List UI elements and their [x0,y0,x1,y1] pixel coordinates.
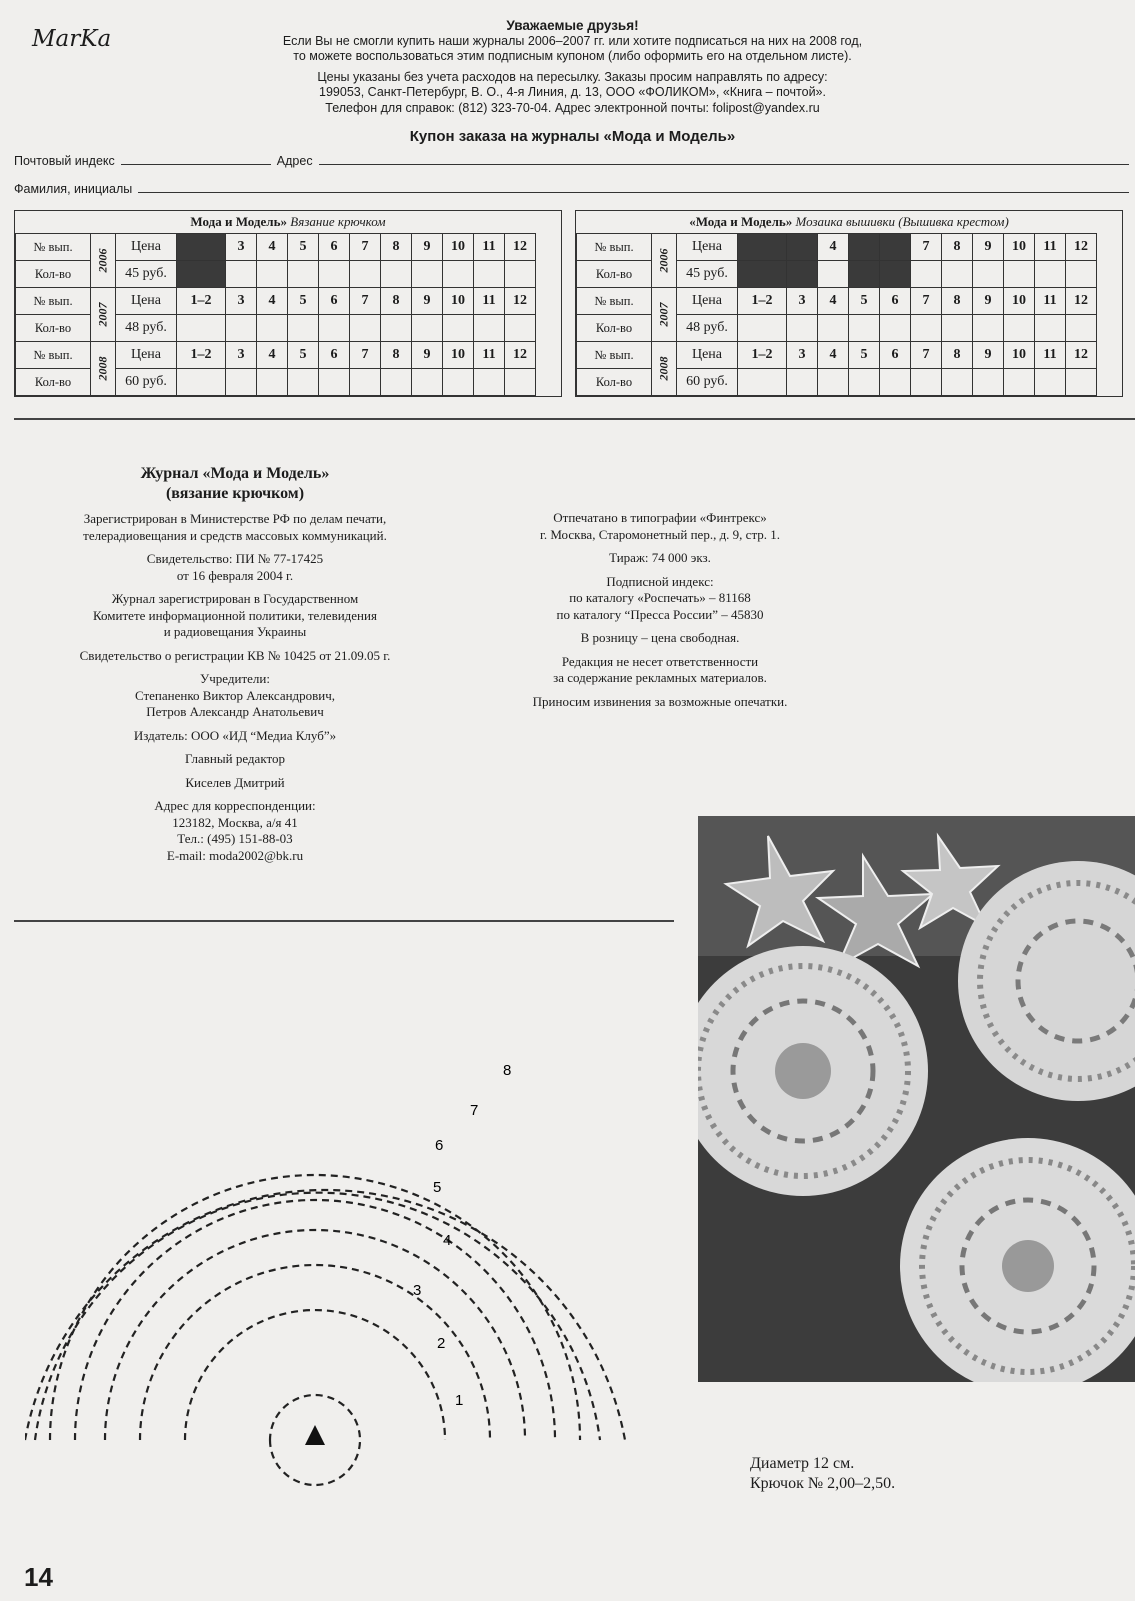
quantity-input-cell[interactable] [973,261,1004,288]
issue-number-cell: 11 [1035,234,1066,261]
issue-number-cell: 1–2 [738,342,787,369]
round-7-label: 7 [470,1102,479,1119]
quantity-input-cell[interactable] [1035,369,1066,396]
quantity-input-cell[interactable] [942,261,973,288]
postal-address-row [14,154,1135,168]
name-row [14,182,1135,196]
quantity-input-cell[interactable] [474,261,505,288]
ukraine-cert: Свидетельство о регистрации КВ № 10425 от 21.09.05 г. [79,647,391,663]
round-3-label: 3 [413,1282,422,1299]
apology: Приносим извинения за возможные опечатки. [532,693,788,709]
quantity-input-cell[interactable] [288,315,319,342]
issue-number-cell: 4 [818,288,849,315]
quantity-input-cell[interactable] [381,261,412,288]
issue-row [577,288,1097,315]
issue-number-cell [849,234,880,261]
issue-row [16,288,536,315]
postal-index-label: Почтовый индекс [14,154,115,168]
journal-subtitle: (вязание крючком) [165,485,305,502]
quantity-input-cell[interactable] [973,315,1004,342]
quantity-input-cell[interactable] [1004,261,1035,288]
price-value: 48 руб. [116,315,177,342]
issue-number-cell: 6 [319,342,350,369]
issue-number-cell: 10 [443,234,474,261]
subscription-pressa: по каталогу “Пресса России” – 45830 [556,606,764,622]
publisher: Издатель: ООО «ИД “Медиа Клуб”» [133,727,337,743]
year-cell: 2007 [91,288,116,342]
issue-number-cell: 4 [818,342,849,369]
price-value: 45 руб. [116,261,177,288]
issue-number-cell: 3 [226,234,257,261]
quantity-input-cell[interactable] [319,369,350,396]
issue-label: № вып. [16,342,91,369]
cert-line-1: Свидетельство: ПИ № 77-17425 [146,551,324,566]
address-po-box: 123182, Москва, а/я 41 [172,814,298,830]
quantity-input-cell[interactable] [350,261,381,288]
quantity-input-cell[interactable] [412,369,443,396]
quantity-input-cell[interactable] [738,315,787,342]
issue-number-cell: 7 [350,288,381,315]
quantity-input-cell[interactable] [443,369,474,396]
quantity-input-cell[interactable] [474,315,505,342]
quantity-input-cell[interactable] [1035,261,1066,288]
issue-number-cell: 11 [1035,342,1066,369]
issue-number-cell: 9 [412,288,443,315]
issue-number-cell: 10 [1004,288,1035,315]
signature-marka: MarKa [32,26,112,52]
quantity-input-cell[interactable] [911,369,942,396]
quantity-label: Кол-во [577,261,652,288]
quantity-input-cell[interactable] [288,369,319,396]
issue-number-cell: 12 [505,234,536,261]
issue-number-cell: 1–2 [177,342,226,369]
issue-row [16,342,536,369]
issue-number-cell: 12 [505,288,536,315]
order-table-embroidery-title: «Мода и Модель» Мозаика вышивки (Вышивка крестом) [689,214,1009,229]
issue-number-cell: 8 [942,342,973,369]
issue-number-cell: 6 [880,342,911,369]
order-grid-embroidery [576,233,1097,396]
crochet-diagram [25,1020,675,1540]
issue-number-cell [177,234,226,261]
issue-number-cell: 11 [474,234,505,261]
issue-number-cell: 4 [257,342,288,369]
price-label: Цена [116,342,177,369]
issue-number-cell: 10 [443,288,474,315]
price-label: Цена [677,342,738,369]
quantity-input-cell[interactable] [880,261,911,288]
retail-price: В розницу – цена свободная. [580,630,740,645]
quantity-input-cell[interactable] [257,261,288,288]
issue-number-cell: 5 [849,342,880,369]
quantity-input-cell[interactable] [319,315,350,342]
issue-label: № вып. [16,288,91,315]
issue-number-cell: 6 [319,288,350,315]
round-5-label: 5 [433,1179,442,1196]
quantity-input-cell[interactable] [257,369,288,396]
hook-text: Крючок № 2,00–2,50. [750,1475,896,1492]
quantity-input-cell[interactable] [1066,315,1097,342]
issue-number-cell [787,234,818,261]
quantity-input-cell[interactable] [319,261,350,288]
quantity-input-cell[interactable] [787,369,818,396]
quantity-input-cell[interactable] [177,315,226,342]
issue-number-cell: 6 [880,288,911,315]
issue-number-cell: 3 [787,288,818,315]
quantity-input-cell[interactable] [818,315,849,342]
quantity-label: Кол-во [577,315,652,342]
order-table-crochet-title: Мода и Модель» Вязание крючком [190,214,386,229]
issue-label: № вып. [16,234,91,261]
issue-number-cell: 7 [350,234,381,261]
quantity-input-cell[interactable] [818,369,849,396]
issue-number-cell: 11 [474,288,505,315]
quantity-input-cell[interactable] [880,369,911,396]
issue-number-cell: 3 [787,342,818,369]
issue-number-cell: 9 [973,342,1004,369]
editor-label: Главный редактор [185,751,285,766]
quantity-input-cell[interactable] [849,261,880,288]
founder-2: Петров Александр Анатольевич [146,704,324,719]
issue-number-cell [880,234,911,261]
name-line [138,191,1129,193]
quantity-label: Кол-во [16,369,91,396]
pattern-caption [750,1454,895,1494]
subscription-label: Подписной индекс: [606,573,714,589]
quantity-input-cell[interactable] [911,315,942,342]
notice-heading: Уважаемые друзья! [506,18,639,33]
quantity-input-cell[interactable] [973,369,1004,396]
issue-number-cell: 3 [226,288,257,315]
circulation: Тираж: 74 000 экз. [609,550,711,565]
issue-number-cell: 1–2 [738,288,787,315]
issue-number-cell: 8 [942,234,973,261]
imprint-right [480,510,840,710]
journal-title: Журнал «Мода и Модель» [140,465,330,482]
issue-number-cell: 11 [474,342,505,369]
quantity-input-cell[interactable] [849,369,880,396]
ukraine-reg-1: Журнал зарегистрирован в Государственном [111,591,359,606]
founder-1: Степаненко Виктор Александрович, [134,687,336,703]
postal-index-line [121,163,271,165]
issue-number-cell: 4 [257,234,288,261]
issue-number-cell: 1–2 [177,288,226,315]
issue-number-cell: 8 [942,288,973,315]
year-cell: 2008 [652,342,677,396]
notice-line-4: 199053, Санкт-Петербург, В. О., 4-я Линия, д. 13, ООО «ФОЛИКОМ», «Книга – почтой». [319,85,826,99]
quantity-input-cell[interactable] [226,261,257,288]
quantity-input-cell[interactable] [738,369,787,396]
issue-number-cell: 12 [1066,234,1097,261]
section-divider [14,418,1135,420]
issue-number-cell: 11 [1035,288,1066,315]
name-label: Фамилия, инициалы [14,182,133,196]
issue-number-cell: 8 [381,342,412,369]
issue-number-cell: 5 [849,288,880,315]
quantity-input-cell[interactable] [1004,369,1035,396]
quantity-input-cell[interactable] [226,315,257,342]
notice-line-5: Телефон для справок: (812) 323-70-04. Адрес электронной почты: folipost@yandex.ru [325,100,820,115]
notice-line-1: Если Вы не смогли купить наши журналы 2006–2007 гг. или хотите подписаться на них на 2008 год, [282,33,863,48]
doilies-photo [698,816,1135,1382]
reg-line-1: Зарегистрирован в Министерстве РФ по делам печати, [83,511,387,526]
issue-number-cell: 12 [1066,342,1097,369]
round-8-label: 8 [503,1062,512,1079]
issue-number-cell: 9 [973,234,1004,261]
price-label: Цена [677,288,738,315]
diameter-text: Диаметр 12 см. [750,1455,855,1472]
cert-line-2: от 16 февраля 2004 г. [176,567,294,583]
issue-number-cell: 9 [412,234,443,261]
issue-label: № вып. [577,234,652,261]
subscription-notice [215,18,930,116]
issue-number-cell: 9 [973,288,1004,315]
round-6-label: 6 [435,1137,444,1154]
issue-number-cell: 5 [288,288,319,315]
editorial-email: E-mail: moda2002@bk.ru [166,847,304,863]
quantity-input-cell[interactable] [942,369,973,396]
issue-number-cell: 8 [381,234,412,261]
issue-number-cell: 12 [1066,288,1097,315]
year-cell: 2006 [91,234,116,288]
quantity-input-cell[interactable] [257,315,288,342]
notice-line-3: Цены указаны без учета расходов на пересылку. Заказы просим направлять по адресу: [317,69,828,84]
quantity-input-cell[interactable] [177,261,226,288]
quantity-input-cell[interactable] [818,261,849,288]
price-value: 60 руб. [116,369,177,396]
quantity-input-cell[interactable] [177,369,226,396]
issue-number-cell: 10 [443,342,474,369]
issue-number-cell: 5 [288,234,319,261]
order-table-embroidery [575,210,1123,397]
quantity-input-cell[interactable] [1066,369,1097,396]
editor-name: Киселев Дмитрий [185,774,285,790]
quantity-input-cell[interactable] [226,369,257,396]
quantity-label: Кол-во [16,315,91,342]
section-divider-lower [14,920,674,922]
issue-label: № вып. [577,342,652,369]
issue-number-cell: 9 [412,342,443,369]
quantity-input-cell[interactable] [1035,315,1066,342]
issue-row [16,234,536,261]
quantity-input-cell[interactable] [849,315,880,342]
issue-number-cell: 10 [1004,234,1035,261]
issue-number-cell: 5 [288,342,319,369]
order-grid-crochet [15,233,536,396]
issue-number-cell [738,234,787,261]
quantity-input-cell[interactable] [443,315,474,342]
quantity-input-cell[interactable] [911,261,942,288]
printer-line-1: Отпечатано в типографии «Финтрекс» [553,510,767,525]
issue-number-cell: 7 [911,342,942,369]
ads-disclaimer-1: Редакция не несет ответственности [561,653,759,669]
year-cell: 2007 [652,288,677,342]
address-label: Адрес [276,154,313,168]
issue-number-cell: 3 [226,342,257,369]
quantity-input-cell[interactable] [1004,315,1035,342]
quantity-input-cell[interactable] [880,315,911,342]
quantity-input-cell[interactable] [505,261,536,288]
quantity-input-cell[interactable] [505,315,536,342]
round-1-label: 1 [455,1392,464,1409]
quantity-label: Кол-во [16,261,91,288]
subscription-rospechat: по каталогу «Роспечать» – 81168 [569,590,751,605]
round-4-label: 4 [443,1232,452,1249]
quantity-input-cell[interactable] [350,315,381,342]
price-value: 48 руб. [677,315,738,342]
issue-number-cell: 8 [381,288,412,315]
issue-number-cell: 6 [319,234,350,261]
issue-number-cell: 7 [911,234,942,261]
issue-number-cell: 7 [911,288,942,315]
year-cell: 2008 [91,342,116,396]
ads-disclaimer-2: за содержание рекламных материалов. [553,670,767,685]
issue-row [577,342,1097,369]
quantity-input-cell[interactable] [443,261,474,288]
address-line [319,163,1129,165]
quantity-input-cell[interactable] [505,369,536,396]
year-cell: 2006 [652,234,677,288]
founders-label: Учредители: [200,671,270,686]
page-number: 14 [24,1562,53,1592]
issue-label: № вып. [577,288,652,315]
editorial-phone: Тел.: (495) 151-88-03 [177,831,293,846]
issue-number-cell: 4 [818,234,849,261]
price-label: Цена [677,234,738,261]
issue-number-cell: 7 [350,342,381,369]
quantity-input-cell[interactable] [474,369,505,396]
round-2-label: 2 [437,1335,446,1352]
reg-line-2: телерадиовещания и средств массовых коммуникаций. [83,527,387,543]
price-value: 45 руб. [677,261,738,288]
issue-number-cell: 10 [1004,342,1035,369]
quantity-label: Кол-во [577,369,652,396]
issue-row [577,234,1097,261]
price-label: Цена [116,288,177,315]
quantity-input-cell[interactable] [787,261,818,288]
coupon-title: Купон заказа на журналы «Мода и Модель» [409,128,736,145]
quantity-input-cell[interactable] [381,315,412,342]
quantity-input-cell[interactable] [350,369,381,396]
ukraine-reg-2: Комитете информационной политики, телевидения [93,607,377,623]
quantity-input-cell[interactable] [288,261,319,288]
quantity-input-cell[interactable] [1066,261,1097,288]
quantity-input-cell[interactable] [942,315,973,342]
printer-line-2: г. Москва, Старомонетный пер., д. 9, стр. 1. [539,526,781,542]
ukraine-reg-3: и радиовещания Украины [163,624,307,639]
imprint-left [20,464,450,864]
notice-line-2: то можете воспользоваться этим подписным купоном (либо оформить его на отдельном листе). [293,49,852,63]
order-table-crochet [14,210,562,397]
issue-number-cell: 12 [505,342,536,369]
quantity-input-cell[interactable] [738,261,787,288]
issue-number-cell: 4 [257,288,288,315]
address-label-corr: Адрес для корреспонденции: [154,798,316,813]
quantity-input-cell[interactable] [381,369,412,396]
price-value: 60 руб. [677,369,738,396]
quantity-input-cell[interactable] [412,261,443,288]
price-label: Цена [116,234,177,261]
quantity-input-cell[interactable] [412,315,443,342]
quantity-input-cell[interactable] [787,315,818,342]
